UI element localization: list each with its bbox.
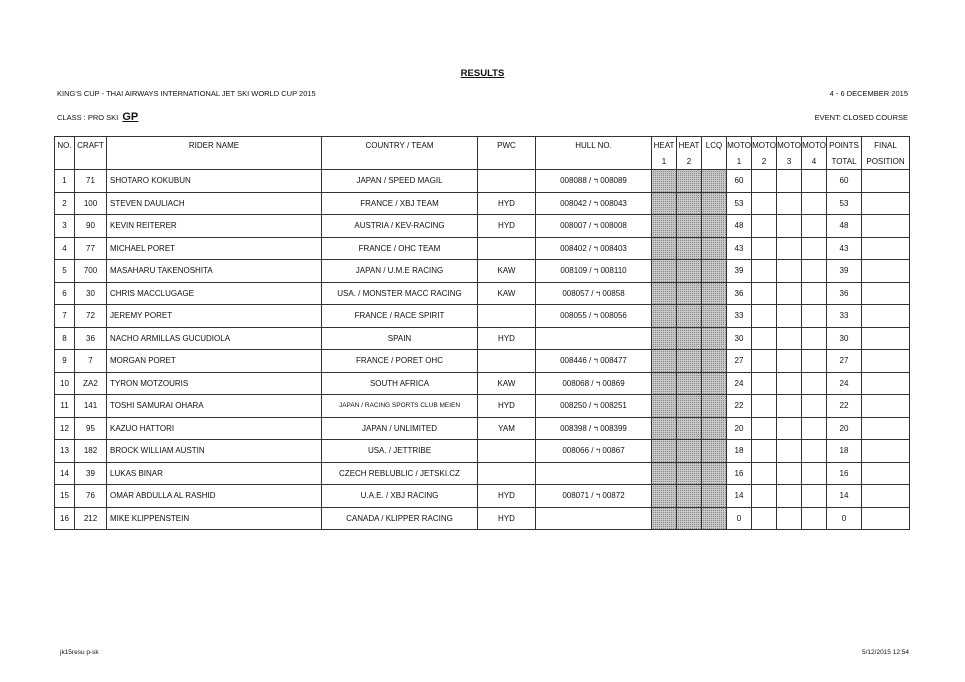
row-craft: 36: [75, 327, 107, 350]
row-moto4: [802, 282, 827, 305]
subheader-moto3: 3: [777, 153, 802, 170]
row-points: 20: [827, 417, 862, 440]
row-heat1: [652, 395, 677, 418]
row-pwc: [478, 350, 536, 373]
row-moto4: [802, 485, 827, 508]
row-pwc: [478, 305, 536, 328]
row-craft: 100: [75, 192, 107, 215]
event-name: KING'S CUP - THAI AIRWAYS INTERNATIONAL JET SKI WORLD CUP 2015: [57, 89, 316, 98]
row-heat1: [652, 237, 677, 260]
row-heat1: [652, 305, 677, 328]
row-moto4: [802, 372, 827, 395]
row-moto4: [802, 170, 827, 193]
row-final: [862, 350, 910, 373]
row-hull: 008042 / ฯ 008043: [536, 192, 652, 215]
row-points: 30: [827, 327, 862, 350]
table-row: [55, 440, 910, 463]
row-final: [862, 507, 910, 530]
subheader-heat1: 1: [652, 153, 677, 170]
row-heat1: [652, 327, 677, 350]
header-final: FINAL: [862, 137, 910, 154]
row-moto4: [802, 215, 827, 238]
event-type: EVENT: CLOSED COURSE: [814, 113, 908, 122]
row-heat2: [677, 260, 702, 283]
row-heat1: [652, 260, 677, 283]
row-craft: 30: [75, 282, 107, 305]
row-moto4: [802, 417, 827, 440]
row-moto3: [777, 462, 802, 485]
row-moto2: [752, 192, 777, 215]
row-points: 27: [827, 350, 862, 373]
row-moto4: [802, 305, 827, 328]
row-craft: 700: [75, 260, 107, 283]
row-no: 6: [55, 282, 75, 305]
row-country: CANADA / KLIPPER RACING: [322, 507, 478, 530]
row-hull: 008068 / ฯ 00869: [536, 372, 652, 395]
row-pwc: YAM: [478, 417, 536, 440]
table-row: [55, 192, 910, 215]
row-heat2: [677, 170, 702, 193]
row-pwc: HYD: [478, 327, 536, 350]
row-moto2: [752, 417, 777, 440]
row-hull: 008057 / ฯ 00858: [536, 282, 652, 305]
row-pwc: HYD: [478, 215, 536, 238]
row-no: 11: [55, 395, 75, 418]
row-moto1: 36: [727, 282, 752, 305]
row-rider: NACHO ARMILLAS GUCUDIOLA: [107, 327, 322, 350]
row-hull: 008066 / ฯ 00867: [536, 440, 652, 463]
row-moto4: [802, 462, 827, 485]
row-moto2: [752, 327, 777, 350]
row-craft: 72: [75, 305, 107, 328]
row-hull: 008055 / ฯ 008056: [536, 305, 652, 328]
row-moto1: 27: [727, 350, 752, 373]
row-moto2: [752, 215, 777, 238]
row-final: [862, 192, 910, 215]
row-country: FRANCE / PORET OHC: [322, 350, 478, 373]
row-heat2: [677, 215, 702, 238]
row-heat2: [677, 237, 702, 260]
row-lcq: [702, 440, 727, 463]
row-moto2: [752, 462, 777, 485]
row-country: AUSTRIA / KEV-RACING: [322, 215, 478, 238]
row-craft: 7: [75, 350, 107, 373]
row-moto1: 33: [727, 305, 752, 328]
row-pwc: KAW: [478, 372, 536, 395]
header-moto3: MOTO: [777, 137, 802, 154]
header-points: POINTS: [827, 137, 862, 154]
row-moto2: [752, 305, 777, 328]
row-moto3: [777, 237, 802, 260]
row-final: [862, 462, 910, 485]
row-pwc: HYD: [478, 507, 536, 530]
row-moto2: [752, 485, 777, 508]
row-moto3: [777, 372, 802, 395]
row-heat2: [677, 507, 702, 530]
row-moto3: [777, 305, 802, 328]
row-country: SPAIN: [322, 327, 478, 350]
row-final: [862, 260, 910, 283]
row-no: 12: [55, 417, 75, 440]
row-country: USA. / MONSTER MACC RACING: [322, 282, 478, 305]
row-final: [862, 327, 910, 350]
table-row: [55, 372, 910, 395]
row-heat1: [652, 192, 677, 215]
header-country: COUNTRY / TEAM: [322, 137, 478, 154]
row-craft: 95: [75, 417, 107, 440]
row-heat2: [677, 462, 702, 485]
row-craft: 71: [75, 170, 107, 193]
row-rider: MORGAN PORET: [107, 350, 322, 373]
row-no: 14: [55, 462, 75, 485]
row-lcq: [702, 507, 727, 530]
row-moto4: [802, 507, 827, 530]
row-final: [862, 170, 910, 193]
row-moto4: [802, 192, 827, 215]
row-rider: CHRIS MACCLUGAGE: [107, 282, 322, 305]
subheader-points: TOTAL: [827, 153, 862, 170]
row-lcq: [702, 417, 727, 440]
row-moto3: [777, 507, 802, 530]
row-hull: [536, 507, 652, 530]
row-final: [862, 237, 910, 260]
row-points: 24: [827, 372, 862, 395]
row-lcq: [702, 260, 727, 283]
header-moto2: MOTO: [752, 137, 777, 154]
row-points: 33: [827, 305, 862, 328]
row-lcq: [702, 350, 727, 373]
row-hull: 008109 / ฯ 008110: [536, 260, 652, 283]
subheader-moto2: 2: [752, 153, 777, 170]
row-final: [862, 215, 910, 238]
table-row: [55, 350, 910, 373]
header-hull: HULL NO.: [536, 137, 652, 154]
row-moto3: [777, 282, 802, 305]
class-value: GP: [122, 111, 139, 123]
row-moto1: 43: [727, 237, 752, 260]
row-moto1: 20: [727, 417, 752, 440]
row-no: 13: [55, 440, 75, 463]
footer-timestamp: 5/12/2015 12:54: [862, 649, 909, 656]
row-heat2: [677, 192, 702, 215]
row-heat1: [652, 507, 677, 530]
subheader-moto4: 4: [802, 153, 827, 170]
row-craft: 76: [75, 485, 107, 508]
table-row: [55, 395, 910, 418]
table-row: [55, 215, 910, 238]
row-hull: 008088 / ฯ 008089: [536, 170, 652, 193]
row-no: 15: [55, 485, 75, 508]
header-heat2: HEAT: [677, 137, 702, 154]
row-moto1: 22: [727, 395, 752, 418]
row-no: 9: [55, 350, 75, 373]
row-rider: SHOTARO KOKUBUN: [107, 170, 322, 193]
row-points: 0: [827, 507, 862, 530]
class-line: [57, 111, 138, 123]
row-moto3: [777, 485, 802, 508]
row-pwc: [478, 440, 536, 463]
row-moto1: 14: [727, 485, 752, 508]
row-moto4: [802, 327, 827, 350]
row-pwc: KAW: [478, 282, 536, 305]
row-heat2: [677, 350, 702, 373]
row-lcq: [702, 462, 727, 485]
row-heat1: [652, 350, 677, 373]
table-row: [55, 282, 910, 305]
header-pwc: PWC: [478, 137, 536, 154]
row-hull: 008398 / ฯ 008399: [536, 417, 652, 440]
row-moto2: [752, 372, 777, 395]
table-row: [55, 237, 910, 260]
table-row: [55, 485, 910, 508]
row-rider: TOSHI SAMURAI OHARA: [107, 395, 322, 418]
row-lcq: [702, 395, 727, 418]
row-heat1: [652, 282, 677, 305]
row-country: JAPAN / RACING SPORTS CLUB MEIEN: [322, 395, 478, 418]
row-no: 10: [55, 372, 75, 395]
row-country: SOUTH AFRICA: [322, 372, 478, 395]
row-craft: 77: [75, 237, 107, 260]
row-heat1: [652, 462, 677, 485]
row-moto1: 60: [727, 170, 752, 193]
row-moto4: [802, 260, 827, 283]
row-country: USA. / JETTRIBE: [322, 440, 478, 463]
table-row: [55, 260, 910, 283]
row-moto2: [752, 440, 777, 463]
row-moto4: [802, 237, 827, 260]
class-label: CLASS : PRO SKI: [57, 113, 119, 122]
table-row: [55, 507, 910, 530]
row-rider: OMAR ABDULLA AL RASHID: [107, 485, 322, 508]
row-no: 4: [55, 237, 75, 260]
header-lcq: LCQ: [702, 137, 727, 154]
row-craft: 212: [75, 507, 107, 530]
row-points: 43: [827, 237, 862, 260]
row-hull: 008007 / ฯ 008008: [536, 215, 652, 238]
row-moto4: [802, 440, 827, 463]
row-points: 60: [827, 170, 862, 193]
row-lcq: [702, 282, 727, 305]
row-heat2: [677, 417, 702, 440]
row-moto1: 48: [727, 215, 752, 238]
row-moto3: [777, 260, 802, 283]
table-row: [55, 170, 910, 193]
row-heat2: [677, 440, 702, 463]
row-lcq: [702, 215, 727, 238]
row-no: 1: [55, 170, 75, 193]
row-heat2: [677, 305, 702, 328]
row-moto3: [777, 440, 802, 463]
row-lcq: [702, 237, 727, 260]
row-craft: 39: [75, 462, 107, 485]
row-moto1: 0: [727, 507, 752, 530]
row-heat2: [677, 395, 702, 418]
row-final: [862, 440, 910, 463]
row-rider: JEREMY PORET: [107, 305, 322, 328]
row-moto3: [777, 395, 802, 418]
row-points: 16: [827, 462, 862, 485]
page-title: RESULTS: [460, 68, 505, 79]
row-country: FRANCE / OHC TEAM: [322, 237, 478, 260]
row-moto3: [777, 170, 802, 193]
row-heat2: [677, 372, 702, 395]
row-points: 36: [827, 282, 862, 305]
row-lcq: [702, 192, 727, 215]
row-pwc: [478, 170, 536, 193]
row-hull: 008250 / ฯ 008251: [536, 395, 652, 418]
row-no: 3: [55, 215, 75, 238]
row-moto2: [752, 350, 777, 373]
row-points: 39: [827, 260, 862, 283]
row-no: 2: [55, 192, 75, 215]
row-moto2: [752, 237, 777, 260]
row-country: FRANCE / XBJ TEAM: [322, 192, 478, 215]
header-heat1: HEAT: [652, 137, 677, 154]
row-no: 5: [55, 260, 75, 283]
row-craft: 141: [75, 395, 107, 418]
row-moto3: [777, 215, 802, 238]
row-country: CZECH REBLUBLIC / JETSKI.CZ: [322, 462, 478, 485]
row-heat1: [652, 215, 677, 238]
header-no: NO.: [55, 137, 75, 154]
header-craft: CRAFT: [75, 137, 107, 154]
row-moto2: [752, 260, 777, 283]
row-final: [862, 372, 910, 395]
row-final: [862, 305, 910, 328]
row-craft: 90: [75, 215, 107, 238]
row-craft: ZA2: [75, 372, 107, 395]
row-no: 8: [55, 327, 75, 350]
subheader-final: POSITION: [862, 153, 910, 170]
row-heat1: [652, 170, 677, 193]
row-moto1: 39: [727, 260, 752, 283]
row-pwc: KAW: [478, 260, 536, 283]
row-country: JAPAN / SPEED MAGIL: [322, 170, 478, 193]
row-country: JAPAN / UNLIMITED: [322, 417, 478, 440]
row-final: [862, 282, 910, 305]
row-heat1: [652, 440, 677, 463]
row-country: U.A.E. / XBJ RACING: [322, 485, 478, 508]
row-pwc: [478, 237, 536, 260]
row-country: JAPAN / U.M.E RACING: [322, 260, 478, 283]
row-hull: [536, 462, 652, 485]
header-moto1: MOTO: [727, 137, 752, 154]
row-moto4: [802, 395, 827, 418]
row-moto2: [752, 395, 777, 418]
row-points: 53: [827, 192, 862, 215]
row-country: FRANCE / RACE SPIRIT: [322, 305, 478, 328]
header-rider: RIDER NAME: [107, 137, 322, 154]
row-moto3: [777, 417, 802, 440]
row-rider: BROCK WILLIAM AUSTIN: [107, 440, 322, 463]
row-points: 48: [827, 215, 862, 238]
row-craft: 182: [75, 440, 107, 463]
row-moto2: [752, 282, 777, 305]
row-heat2: [677, 327, 702, 350]
row-points: 22: [827, 395, 862, 418]
row-moto1: 53: [727, 192, 752, 215]
row-final: [862, 395, 910, 418]
row-hull: [536, 327, 652, 350]
subheader-heat2: 2: [677, 153, 702, 170]
row-hull: 008446 / ฯ 008477: [536, 350, 652, 373]
row-rider: TYRON MOTZOURIS: [107, 372, 322, 395]
row-heat2: [677, 282, 702, 305]
row-rider: MIKE KLIPPENSTEIN: [107, 507, 322, 530]
row-lcq: [702, 327, 727, 350]
row-moto3: [777, 192, 802, 215]
row-pwc: HYD: [478, 485, 536, 508]
header-moto4: MOTO: [802, 137, 827, 154]
row-lcq: [702, 372, 727, 395]
table-row: [55, 417, 910, 440]
table-row: [55, 462, 910, 485]
row-lcq: [702, 485, 727, 508]
row-moto1: 18: [727, 440, 752, 463]
event-dates: 4 - 6 DECEMBER 2015: [829, 89, 908, 98]
row-rider: STEVEN DAULIACH: [107, 192, 322, 215]
row-final: [862, 485, 910, 508]
row-final: [862, 417, 910, 440]
results-table: [54, 136, 910, 530]
table-row: [55, 327, 910, 350]
row-no: 16: [55, 507, 75, 530]
row-moto2: [752, 507, 777, 530]
row-pwc: HYD: [478, 192, 536, 215]
row-heat2: [677, 485, 702, 508]
row-heat1: [652, 372, 677, 395]
row-pwc: [478, 462, 536, 485]
row-lcq: [702, 170, 727, 193]
subheader-moto1: 1: [727, 153, 752, 170]
row-moto1: 30: [727, 327, 752, 350]
row-hull: 008402 / ฯ 008403: [536, 237, 652, 260]
row-points: 18: [827, 440, 862, 463]
row-pwc: HYD: [478, 395, 536, 418]
row-moto1: 24: [727, 372, 752, 395]
row-rider: MASAHARU TAKENOSHITA: [107, 260, 322, 283]
row-heat1: [652, 417, 677, 440]
row-moto4: [802, 350, 827, 373]
row-moto3: [777, 350, 802, 373]
row-lcq: [702, 305, 727, 328]
row-rider: KAZUO HATTORI: [107, 417, 322, 440]
row-points: 14: [827, 485, 862, 508]
table-row: [55, 305, 910, 328]
row-moto3: [777, 327, 802, 350]
row-rider: KEVIN REITERER: [107, 215, 322, 238]
footer-filename: jk15resu p-sk: [60, 649, 99, 656]
row-heat1: [652, 485, 677, 508]
row-no: 7: [55, 305, 75, 328]
row-rider: MICHAEL PORET: [107, 237, 322, 260]
row-hull: 008071 / ฯ 00872: [536, 485, 652, 508]
row-rider: LUKAS BINAR: [107, 462, 322, 485]
row-moto1: 16: [727, 462, 752, 485]
row-moto2: [752, 170, 777, 193]
